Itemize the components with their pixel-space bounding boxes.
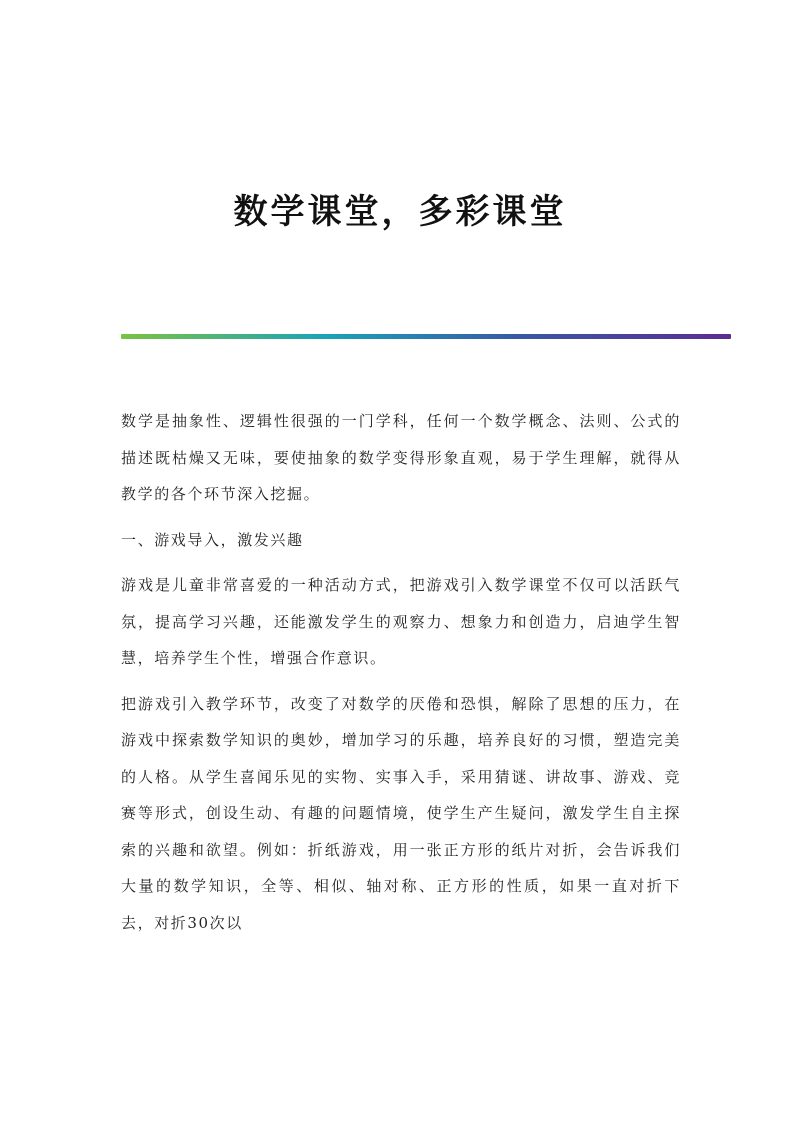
- body-paragraph: 把游戏引入教学环节，改变了对数学的厌倦和恐惧，解除了思想的压力，在游戏中探索数学知识的奥妙，增加学习的乐趣，培养良好的习惯，塑造完美的人格。从学生喜闻乐见的实物、实事入手，采用猜谜、讲故事、游戏、竞赛等形式，创设生动、有趣的问题情境，使学生产生疑问，激发学生自主探索的兴趣和欲望。例如：折纸游戏，用一张正方形的纸片对折，会告诉我们大量的数学知识，全等、相似、轴对称、正方形的性质，如果一直对折下去，对折30次以: [121, 694, 681, 932]
- document-title: 数学课堂，多彩课堂: [233, 192, 567, 232]
- document-body: [121, 403, 681, 950]
- body-paragraph: 游戏是儿童非常喜爱的一种活动方式，把游戏引入数学课堂不仅可以活跃气氛，提高学习兴趣，还能激发学生的观察力、想象力和创造力，启迪学生智慧，培养学生个性，增强合作意识。: [121, 576, 681, 667]
- title-divider: [121, 334, 731, 339]
- section-heading: 一、游戏导入，激发兴趣: [121, 530, 304, 549]
- intro-paragraph: 数学是抽象性、逻辑性很强的一门学科，任何一个数学概念、法则、公式的描述既枯燥又无味，要使抽象的数学变得形象直观，易于学生理解，就得从教学的各个环节深入挖掘。: [121, 412, 681, 503]
